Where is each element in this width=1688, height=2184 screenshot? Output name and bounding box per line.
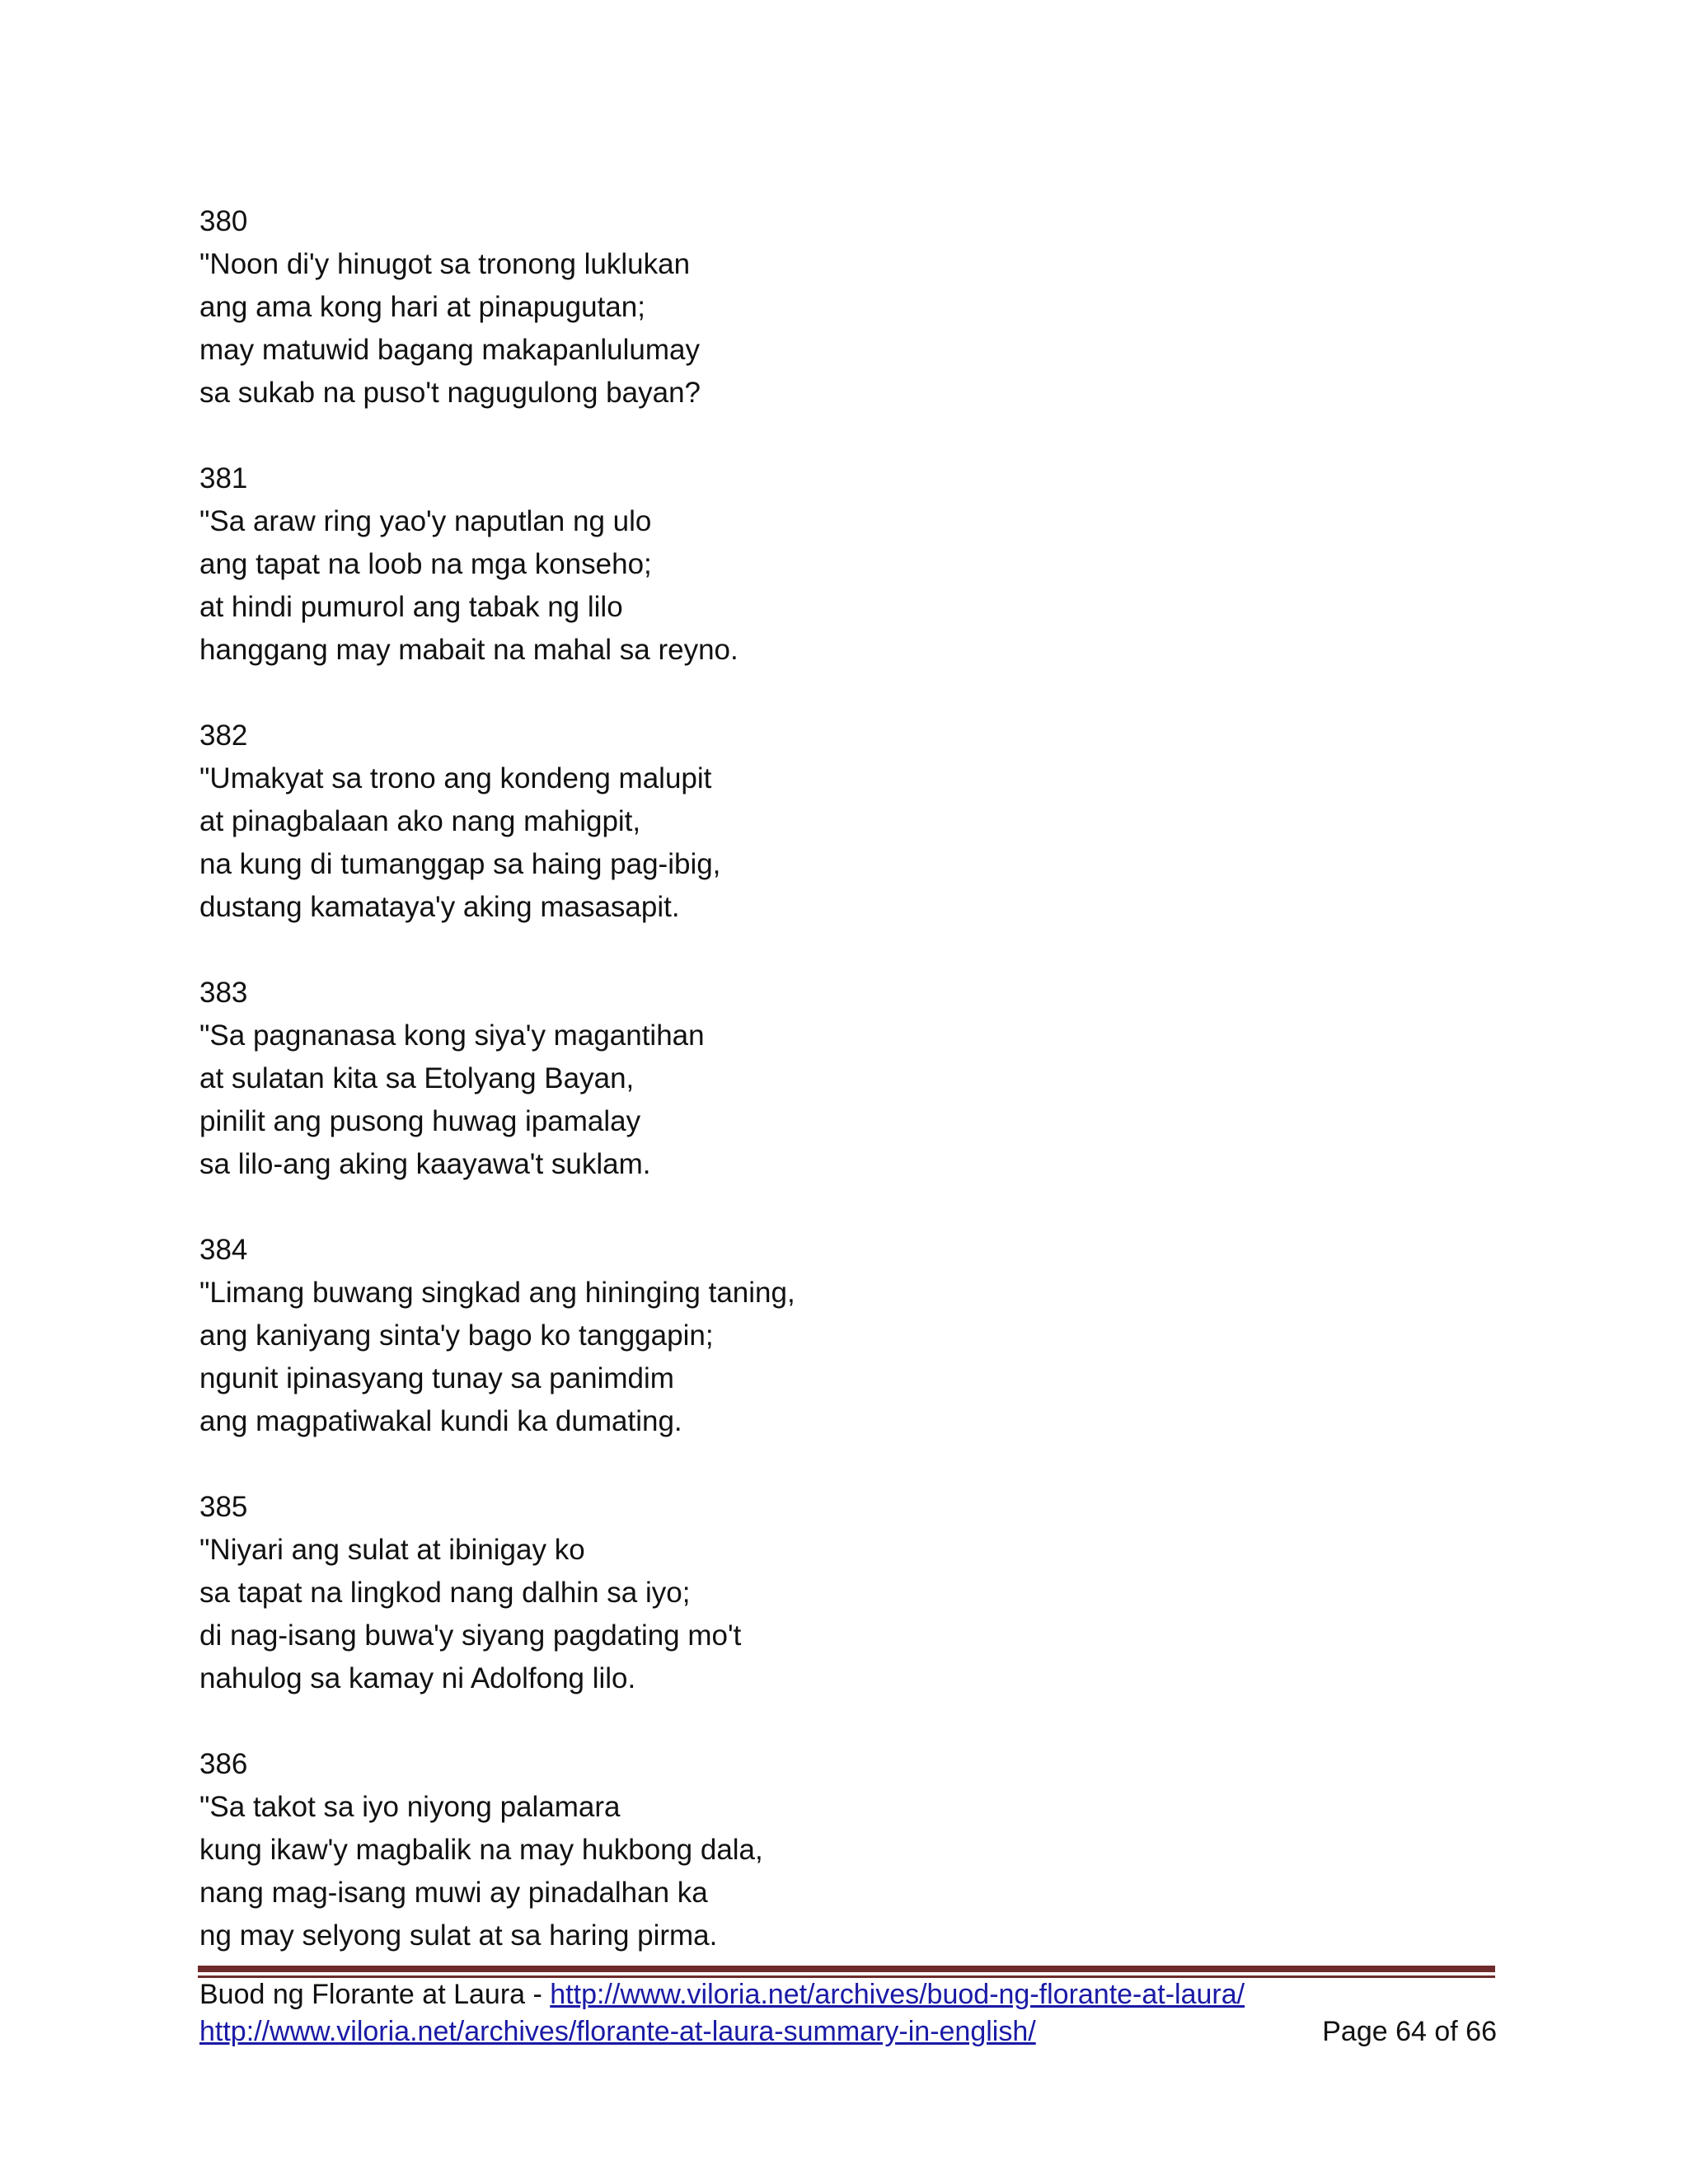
footer-link-tagalog[interactable]: http://www.viloria.net/archives/buod-ng-florante-at-laura/ (550, 1979, 1245, 2010)
verse-line: hanggang may mabait na mahal sa reyno. (199, 634, 738, 666)
verse-line: "Sa pagnanasa kong siya'y magantihan (199, 1019, 705, 1052)
verse-line: at sulatan kita sa Etolyang Bayan, (199, 1062, 635, 1094)
stanza-380 (199, 200, 1518, 415)
verse-line: pinilit ang pusong huwag ipamalay (199, 1105, 641, 1137)
verse-line: "Niyari ang sulat at ibinigay ko (199, 1534, 585, 1566)
verse-line: di nag-isang buwa'y siyang pagdating mo't (199, 1619, 742, 1652)
stanza-number: 385 (199, 1491, 248, 1523)
page-footer (199, 1976, 1497, 2050)
verse-line: sa sukab na puso't nagugulong bayan? (199, 377, 701, 409)
stanza-number: 384 (199, 1234, 248, 1266)
stanza-number: 382 (199, 719, 248, 752)
verse-line: ang ama kong hari at pinapugutan; (199, 291, 645, 323)
stanza-381 (199, 457, 1518, 672)
footer-row-1 (199, 1976, 1497, 2013)
verse-line: "Limang buwang singkad ang hininging taning, (199, 1277, 795, 1309)
verse-line: at pinagbalaan ako nang mahigpit, (199, 805, 641, 837)
stanza-number: 386 (199, 1748, 248, 1780)
stanza-number: 380 (199, 205, 248, 237)
verse-line: kung ikaw'y magbalik na may hukbong dala, (199, 1834, 763, 1866)
verse-line: "Noon di'y hinugot sa tronong luklukan (199, 248, 691, 280)
verse-line: dustang kamataya'y aking masasapit. (199, 891, 680, 923)
stanza-383 (199, 972, 1518, 1186)
stanza-386 (199, 1743, 1518, 1957)
stanza-382 (199, 715, 1518, 929)
page-number: Page 64 of 66 (1322, 2016, 1497, 2047)
verse-line: may matuwid bagang makapanlulumay (199, 334, 700, 366)
poem-body (199, 200, 1518, 2000)
stanza-number: 383 (199, 977, 248, 1009)
verse-line: na kung di tumanggap sa haing pag-ibig, (199, 848, 721, 880)
footer-rule-thick (198, 1966, 1495, 1972)
verse-line: "Sa araw ring yao'y naputlan ng ulo (199, 505, 652, 537)
verse-line: sa tapat na lingkod nang dalhin sa iyo; (199, 1577, 691, 1609)
verse-line: ang tapat na loob na mga konseho; (199, 548, 652, 580)
verse-line: ang magpatiwakal kundi ka dumating. (199, 1405, 682, 1437)
verse-line: ng may selyong sulat at sa haring pirma. (199, 1919, 718, 1952)
verse-line: at hindi pumurol ang tabak ng lilo (199, 591, 623, 623)
stanza-number: 381 (199, 462, 248, 494)
stanza-384 (199, 1229, 1518, 1443)
stanza-385 (199, 1486, 1518, 1700)
verse-line: "Umakyat sa trono ang kondeng malupit (199, 762, 712, 794)
footer-row-2 (199, 2013, 1497, 2050)
verse-line: nahulog sa kamay ni Adolfong lilo. (199, 1662, 636, 1694)
footer-title: Buod ng Florante at Laura - (199, 1979, 551, 2010)
verse-line: "Sa takot sa iyo niyong palamara (199, 1791, 621, 1823)
footer-link-english[interactable]: http://www.viloria.net/archives/florante-at-laura-summary-in-english/ (199, 2016, 1036, 2047)
verse-line: ngunit ipinasyang tunay sa panimdim (199, 1362, 674, 1394)
verse-line: nang mag-isang muwi ay pinadalhan ka (199, 1877, 708, 1909)
verse-line: sa lilo-ang aking kaayawa't suklam. (199, 1148, 651, 1180)
verse-line: ang kaniyang sinta'y bago ko tanggapin; (199, 1319, 714, 1352)
